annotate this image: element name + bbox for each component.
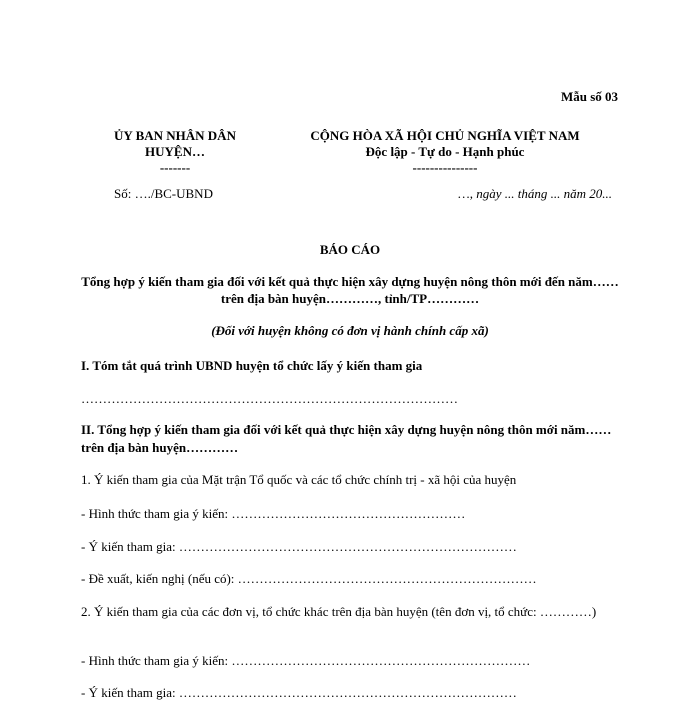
item-2-title: 2. Ý kiến tham gia của các đơn vị, tổ chức khác trên địa bàn huyện (tên đơn vị, tổ chức: …………) — [81, 604, 597, 619]
item-1-form-field: - Hình thức tham gia ý kiến: ……………………………………………… — [81, 506, 466, 521]
national-header — [288, 128, 602, 176]
section-2-heading: II. Tổng hợp ý kiến tham gia đối với kết quả thực hiện xây dựng huyện nông thôn mới năm……trên địa bàn huyện………… — [81, 422, 612, 455]
issuing-authority-header — [105, 128, 245, 176]
section-1-heading: I. Tóm tắt quá trình UBND huyện tổ chức lấy ý kiến tham gia — [81, 358, 423, 373]
item-1-proposal-field: - Đề xuất, kiến nghị (nếu có): …………………………………………………………… — [81, 571, 537, 586]
authority-name: ỦY BAN NHÂN DÂN — [114, 128, 236, 143]
authority-district: HUYỆN… — [145, 144, 205, 159]
section-1-blank: …………………………………………………………………………… — [81, 391, 458, 406]
national-motto: Độc lập - Tự do - Hạnh phúc — [365, 144, 525, 159]
form-number: Mẫu số 03 — [560, 89, 618, 104]
national-title: CỘNG HÒA XÃ HỘI CHỦ NGHĨA VIỆT NAM — [310, 128, 580, 143]
authority-divider: ------- — [159, 160, 191, 175]
document-subtitle: Tổng hợp ý kiến tham gia đối với kết quả thực hiện xây dựng huyện nông thôn mới đến năm…… trên địa bàn huyện…………, tỉnh/TP………… — [81, 274, 619, 306]
document-scope-note: (Đối với huyện không có đơn vị hành chính cấp xã) — [211, 323, 489, 338]
item-1-opinion-field: - Ý kiến tham gia: …………………………………………………………………… — [81, 539, 517, 554]
item-1-title: 1. Ý kiến tham gia của Mặt trận Tổ quốc và các tổ chức chính trị - xã hội của huyện — [81, 472, 517, 487]
document-title: BÁO CÁO — [319, 242, 381, 257]
national-divider: --------------- — [412, 160, 478, 175]
date-line: …, ngày ... tháng ... năm 20... — [458, 186, 612, 201]
document-number: Số: …./BC-UBND — [114, 186, 213, 201]
item-2-form-field: - Hình thức tham gia ý kiến: …………………………………………………………… — [81, 653, 531, 668]
item-2-opinion-field: - Ý kiến tham gia: …………………………………………………………………… — [81, 685, 517, 700]
